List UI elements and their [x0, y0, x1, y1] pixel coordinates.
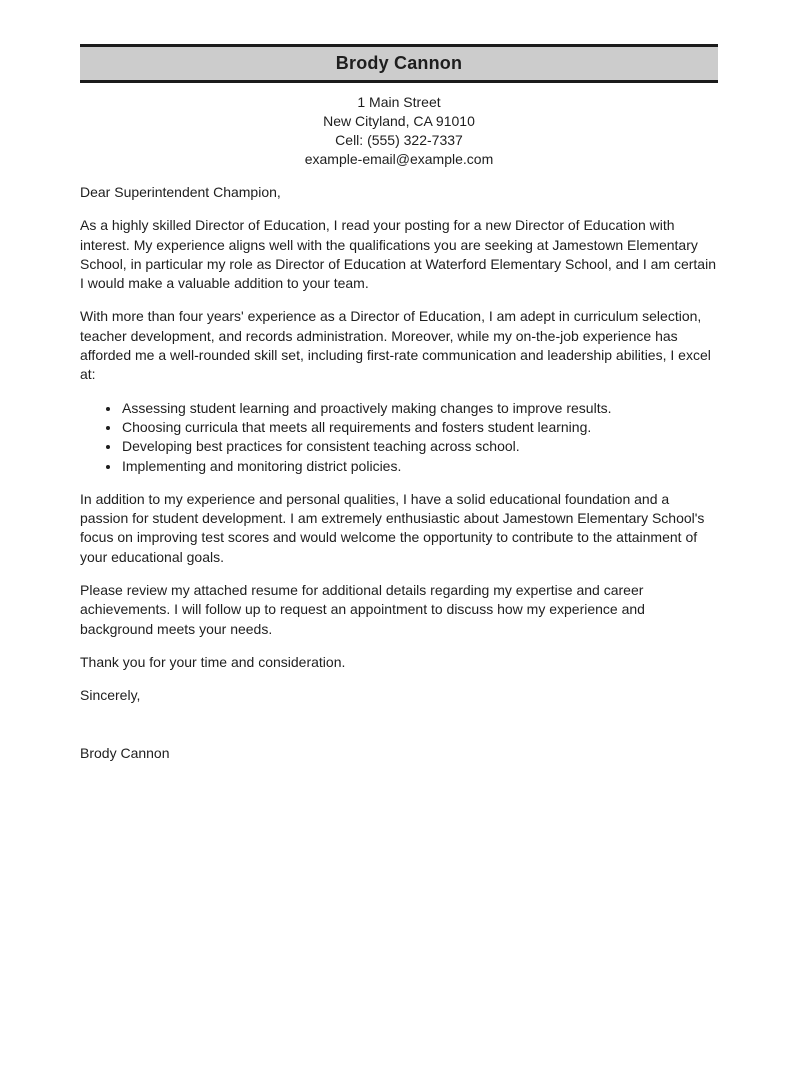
bullet-item: • Choosing curricula that meets all requirements and fosters student learning.: [121, 418, 718, 437]
contact-email: example-email@example.com: [304, 151, 494, 167]
contact-address: 1 Main Street: [357, 94, 441, 110]
letter-header-bar: [80, 44, 718, 83]
salutation: Dear Superintendent Champion,: [80, 184, 281, 200]
paragraph-outro-3: Thank you for your time and consideration.: [80, 653, 346, 670]
bullet-item: • Implementing and monitoring district policies.: [121, 457, 718, 476]
cover-letter-page: [0, 44, 800, 1079]
signature-name: Brody Cannon: [80, 744, 170, 761]
paragraph-outro-1: In addition to my experience and personal qualities, I have a solid educational foundation and a passion for student development. I am extremely enthusiastic about Jamestown Elementary School's focus on improving test scores and would welcome the opportunity to contribute to the attainment of your educational goals.: [80, 490, 705, 565]
bullet-item: • Assessing student learning and proactively making changes to improve results.: [121, 399, 718, 418]
paragraph-outro-2: Please review my attached resume for additional details regarding my expertise and career achievements. I will follow up to request an appointment to discuss how my experience and background meets your needs.: [80, 582, 645, 637]
contact-city-state-zip: New Cityland, CA 91010: [323, 113, 475, 129]
author-name: Brody Cannon: [335, 53, 463, 73]
paragraph-intro-2: With more than four years' experience as a Director of Education, I am adept in curriculum selection, teacher development, and records administration. Moreover, while my on-the-job experience has afforded me a well-rounded skill set, including first-rate communication and leadership abilities, I excel at:: [80, 308, 711, 383]
bullet-item: • Developing best practices for consistent teaching across school.: [121, 437, 718, 456]
qualifications-bullet-list: [80, 399, 718, 476]
letter-body: [80, 183, 718, 763]
contact-phone: Cell: (555) 322-7337: [335, 132, 463, 148]
signoff: Sincerely,: [80, 687, 141, 704]
paragraph-intro-1: As a highly skilled Director of Education, I read your posting for a new Director of Education with interest. My experience aligns well with the qualifications you are seeking at Jamestown Elementary School, in particular my role as Director of Education at Waterford Elementary School, and I am certain I would make a valuable addition to your team.: [80, 217, 716, 292]
contact-block: [80, 93, 718, 169]
